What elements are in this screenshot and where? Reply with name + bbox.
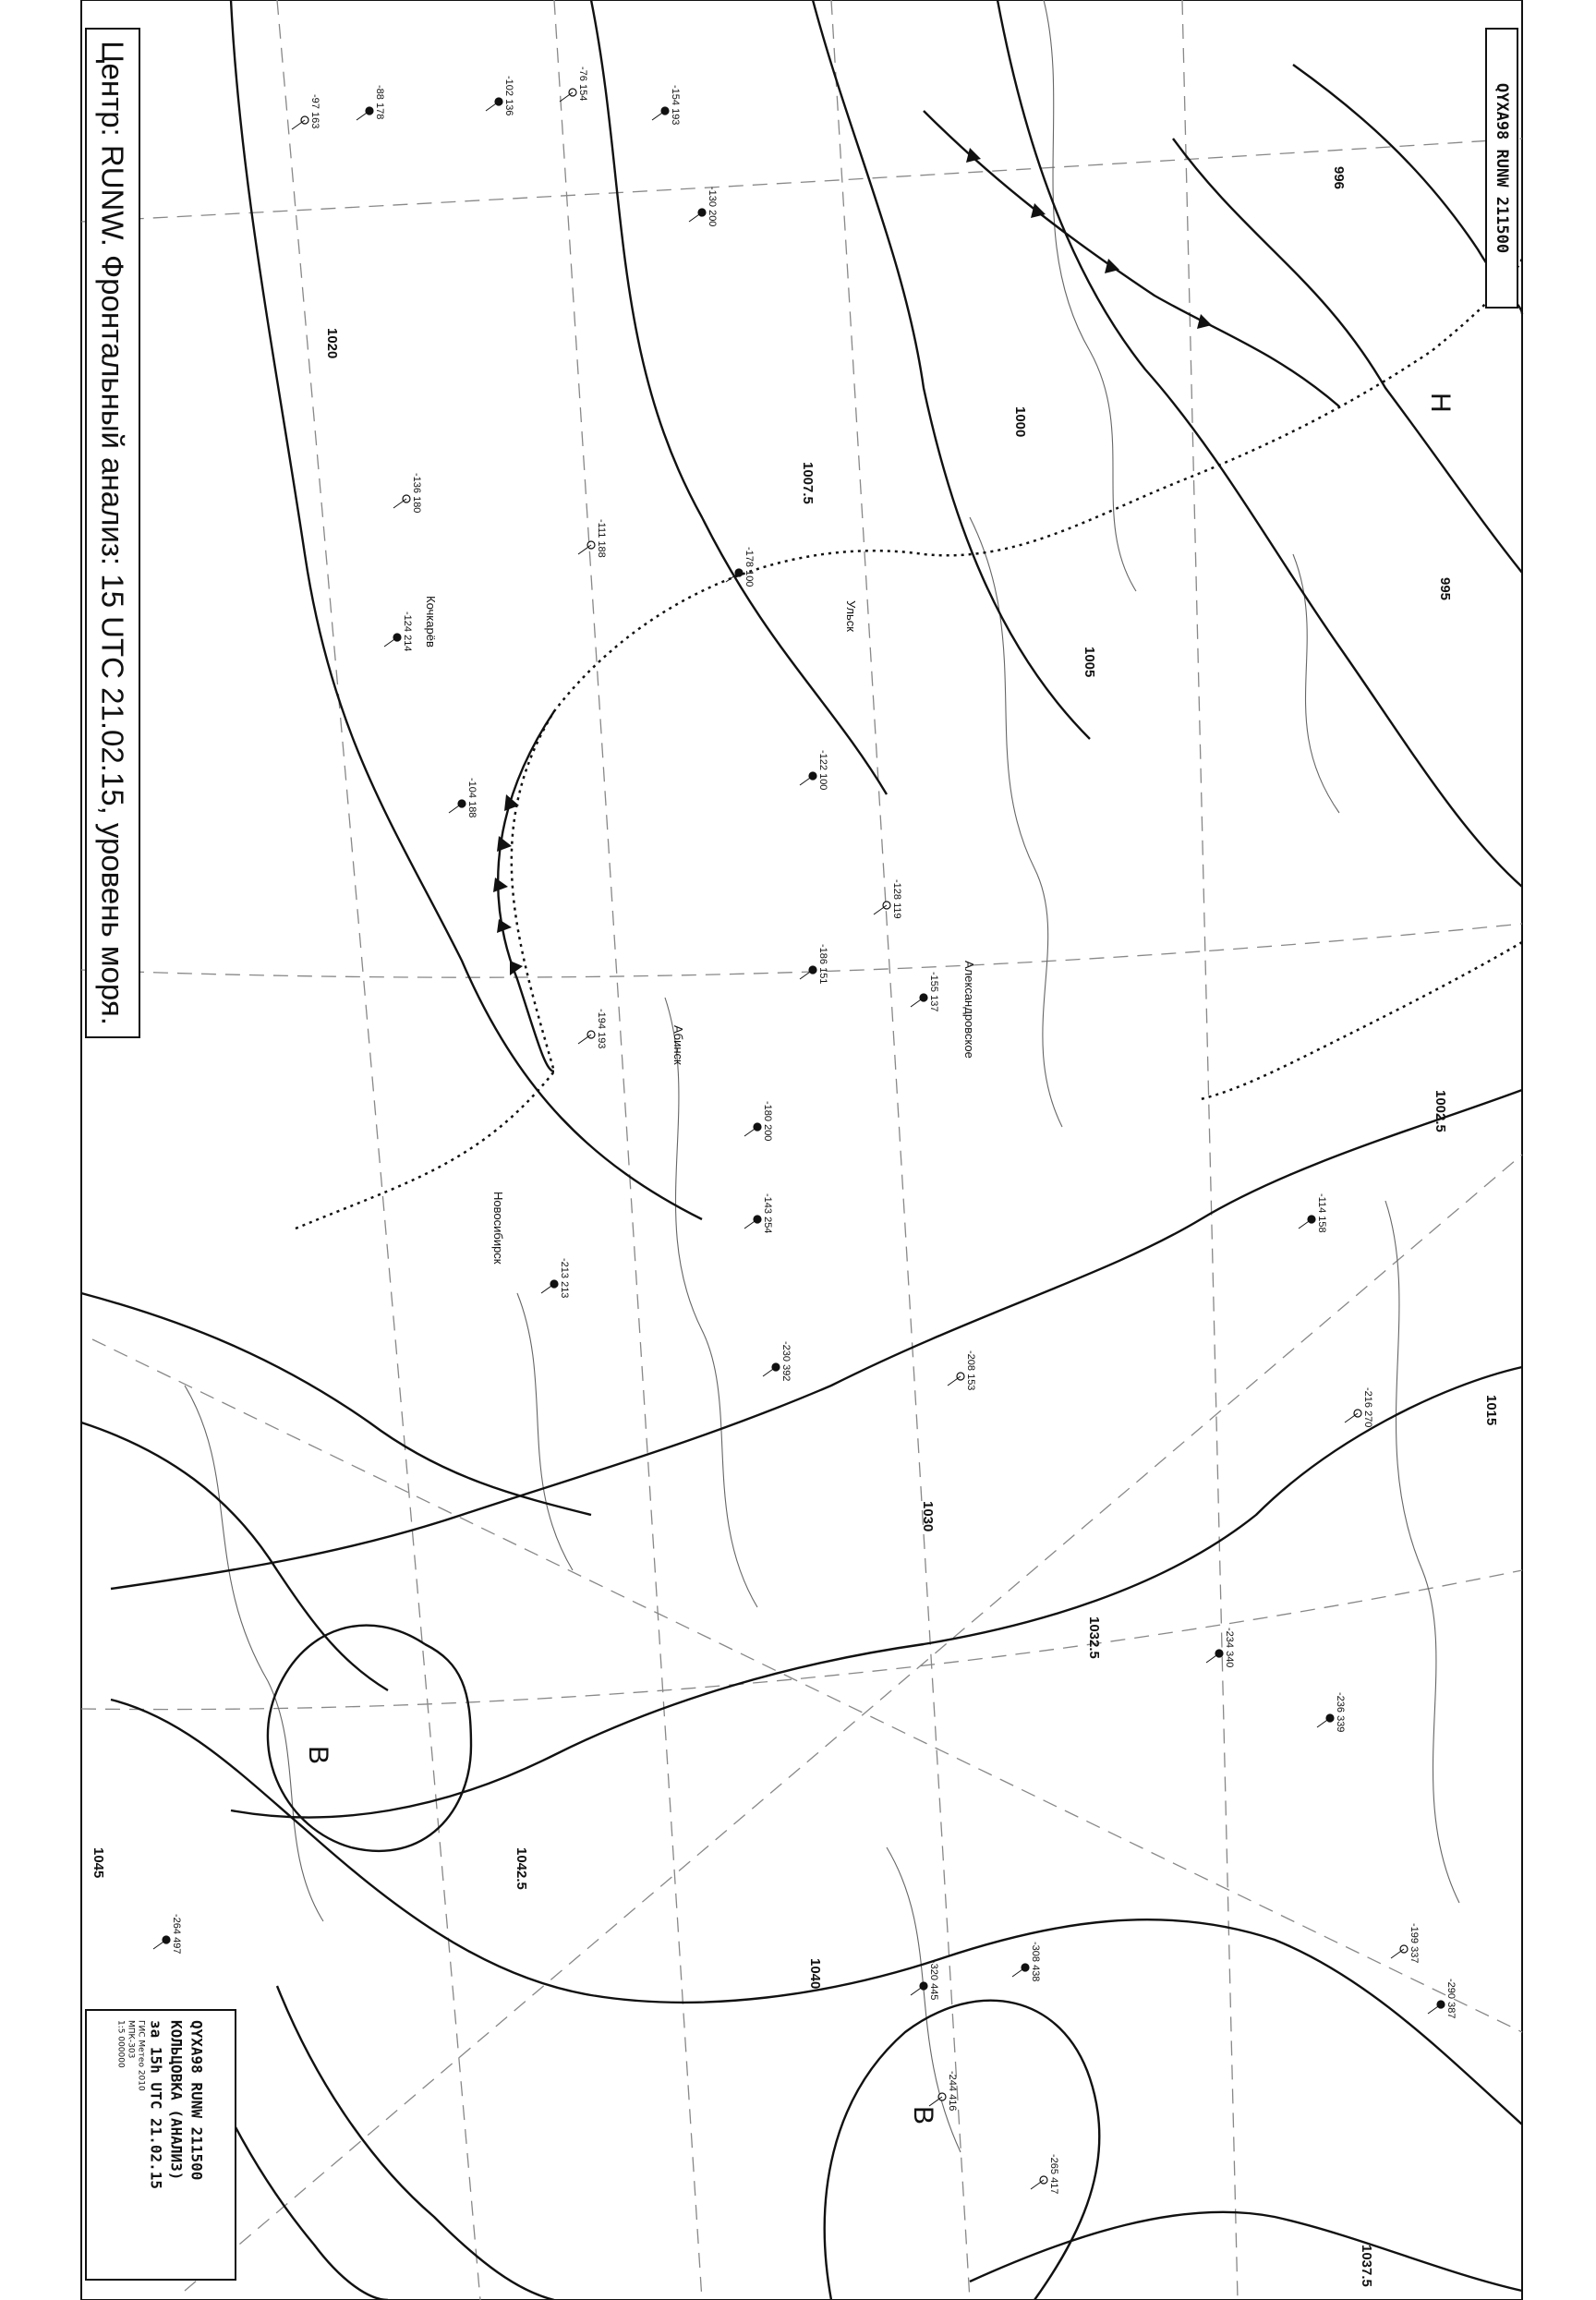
place-name: Ульск [844, 600, 858, 632]
station-reading: -97 163 [309, 94, 320, 129]
legend-name: КОЛЬЦОВКА (АНАЛИЗ) [167, 2020, 186, 2181]
station-reading: -186 151 [817, 944, 828, 985]
station-reading: -236 339 [1335, 1692, 1346, 1733]
station-reading: -213 213 [559, 1258, 570, 1299]
station-reading: -230 392 [780, 1341, 792, 1382]
isobar-label: 1020 [324, 328, 340, 359]
station-reading: -180 200 [762, 1101, 773, 1142]
station-reading: -216 270 [1362, 1387, 1373, 1428]
bulletin-code-box [1485, 28, 1518, 309]
isobar-label: 1045 [91, 1847, 106, 1879]
station-reading: -290 387 [1445, 1979, 1457, 2019]
legend-credit: МПК-303 [126, 2020, 136, 2059]
station-reading: -264 497 [171, 1914, 182, 1955]
legend-credit: ГИС Метео 2010 [136, 2020, 146, 2091]
station-reading: -76 154 [577, 67, 588, 102]
legend-credit: 1:5 000000 [115, 2020, 126, 2068]
station-reading: -143 254 [762, 1193, 773, 1234]
isobar-label: 1030 [920, 1501, 936, 1532]
place-name: Абинск [671, 1025, 685, 1065]
isobar-label: 996 [1331, 166, 1347, 190]
station-reading: -234 340 [1224, 1628, 1235, 1668]
isobar-label: 1037.5 [1359, 2245, 1374, 2287]
high-pressure-center: В [303, 1746, 333, 1765]
isobar-label: 1032.5 [1086, 1616, 1102, 1659]
legend-code: QYXA98 RUNW 211500 [187, 2020, 206, 2181]
station-reading: -114 158 [1316, 1193, 1327, 1233]
station-reading: -155 137 [928, 972, 939, 1012]
station-reading: -208 153 [965, 1350, 976, 1391]
station-reading: -88 178 [374, 85, 385, 120]
station-reading: -124 214 [402, 611, 413, 652]
legend-content [115, 2020, 207, 2270]
station-reading: -265 417 [1048, 2154, 1059, 2195]
low-pressure-center: Н [1425, 393, 1456, 413]
station-reading: -128 119 [891, 879, 902, 919]
isobar-label: 1000 [1012, 406, 1028, 438]
isobar-label: 1005 [1082, 647, 1097, 678]
station-reading: -244 416 [947, 2071, 958, 2112]
place-name: Кочкарёв [424, 596, 438, 648]
station-reading: -154 193 [670, 85, 681, 126]
station-reading: -130 200 [707, 187, 718, 227]
station-reading: -199 337 [1409, 1923, 1420, 1964]
station-reading: -122 100 [817, 750, 828, 791]
legend-box [85, 2009, 236, 2281]
isobar-label: 1040 [807, 1958, 823, 1990]
isobar-label: 1015 [1483, 1395, 1499, 1426]
isobar-label: 1002.5 [1433, 1090, 1448, 1132]
map-title-box [85, 28, 140, 1038]
station-reading: -111 188 [596, 519, 607, 558]
legend-time: за 15h UTC 21.02.15 [147, 2020, 165, 2190]
isobar-label: 1007.5 [800, 462, 816, 504]
map-title: Центр: RUNW. Фронтальный анализ: 15 UTC 21.02.15, уровень моря. [95, 41, 130, 1025]
station-reading: -136 180 [411, 473, 422, 514]
station-reading: -320 445 [928, 1960, 939, 2001]
high-pressure-center: В [908, 2106, 938, 2125]
isobar-label: 995 [1437, 577, 1453, 601]
place-name: Александровское [962, 961, 976, 1059]
bulletin-code: QYXA98 RUNW 211500 [1493, 82, 1511, 254]
station-reading: -104 188 [466, 778, 478, 818]
isobar-label: 1042.5 [514, 1847, 529, 1890]
station-reading: -178 100 [744, 547, 755, 587]
place-name: Новосибирск [491, 1192, 505, 1265]
station-reading: -308 438 [1030, 1942, 1041, 1982]
station-reading: -102 136 [503, 76, 514, 116]
station-reading: -194 193 [596, 1009, 607, 1049]
